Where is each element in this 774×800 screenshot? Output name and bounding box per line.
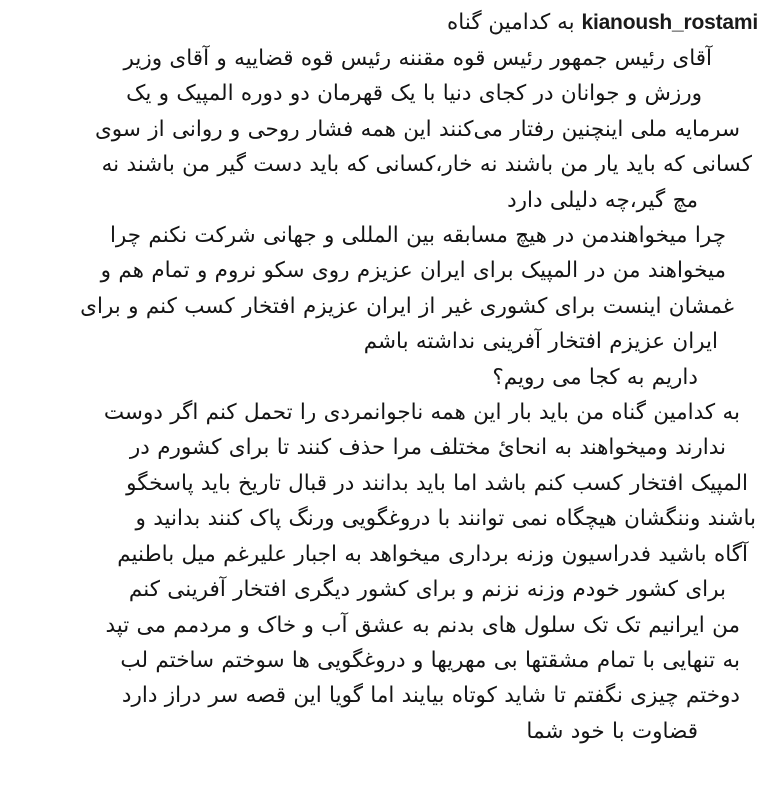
- caption-line: آگاه باشید فدراسیون وزنه برداری میخواهد به اجبار علیرغم میل باطنیم: [117, 541, 748, 567]
- caption-line: کسانی که باید یار من باشند نه خار،کسانی که باید دست گیر من باشند نه: [101, 152, 752, 178]
- caption-line: آقای رئیس جمهور رئیس قوه مقننه رئیس قوه قضاییه و آقای وزیر: [123, 46, 712, 71]
- caption-line: سرمایه ملی اینچنین رفتار می‌کنند این همه فشار روحی و روانی از سوی: [94, 116, 740, 142]
- caption-line: میخواهند من در المپیک برای ایران عزیزم روی سکو نروم و تمام هم و: [100, 258, 726, 284]
- caption-line: برای کشور خودم وزنه نزنم و برای کشور دیگری افتخار آفرینی کنم: [128, 577, 726, 603]
- username-label[interactable]: kianoush_rostami: [581, 11, 758, 34]
- caption-line: دوختم چیزی نگفتم تا شاید کوتاه بیایند اما گویا این قصه سر دراز دارد: [121, 683, 740, 709]
- caption-body: [14, 41, 760, 749]
- caption-line: به تنهایی با تمام مشقتها بی مهریها و دروغگویی ها سوختم ساختم لب: [120, 647, 740, 673]
- caption-line: قضاوت با خود شما: [526, 718, 698, 744]
- caption-line: ندارند ومیخواهند به انحائ مختلف مرا حذف کنند تا برای کشورم در: [129, 435, 726, 461]
- caption-line: ایران عزیزم افتخار آفرینی نداشته باشم: [363, 329, 718, 355]
- caption-line: غمشان اینست برای کشوری غیر از ایران عزیزم افتخار کسب کنم و برای: [80, 293, 734, 319]
- caption-line: مچ گیر،چه دلیلی دارد: [507, 187, 698, 213]
- caption-line: باشند وننگشان هیچگاه نمی توانند با دروغگویی ورنگ پاک کنند بدانید و: [135, 506, 756, 532]
- caption-line: چرا میخواهندمن در هیچ مسابقه بین المللی و جهانی شرکت نکنم چرا: [109, 223, 726, 249]
- caption-line: داریم به کجا می رویم؟: [492, 364, 698, 390]
- caption-first-line: [14, 6, 760, 40]
- caption-line: ورزش و جوانان در کجای دنیا با یک قهرمان دو دوره المپیک و یک: [126, 81, 702, 107]
- caption-line: المپیک افتخار کسب کنم باشد اما باید بدانند در قبال تاریخ باید پاسخگو: [126, 470, 748, 496]
- caption-line: من ایرانیم تک تک سلول های بدنم به عشق آب و خاک و مردمم می تپد: [105, 612, 740, 638]
- caption-line: به کدامین گناه من باید بار این همه ناجوانمردی را تحمل کنم اگر دوست: [103, 400, 740, 426]
- caption-head-text: به کدامین گناه: [447, 10, 582, 35]
